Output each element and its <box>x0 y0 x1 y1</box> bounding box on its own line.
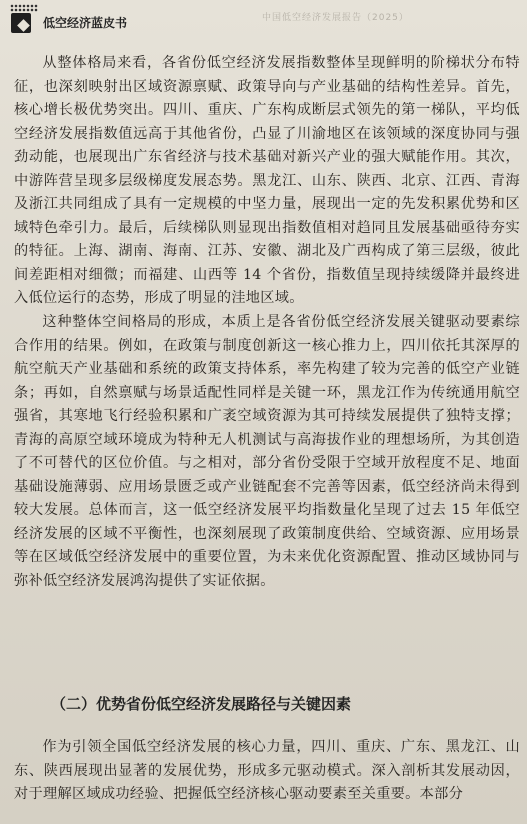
body-text <box>14 52 520 594</box>
paragraph: 作为引领全国低空经济发展的核心力量，四川、重庆、广东、黑龙江、山东、陕西展现出显著的发展优势，形成多元驱动模式。深入剖析其发展动因，对于理解区域成功经验、把握低空经济核心驱动要素至关重要。本部分 <box>14 739 520 803</box>
series-title: 低空经济蓝皮书 <box>43 16 128 30</box>
faint-running-head: 中国低空经济发展报告（2025） <box>262 13 409 23</box>
paragraph: 从整体格局来看，各省份低空经济发展指数整体呈现鲜明的阶梯状分布特征，也深刻映射出区域资源禀赋、政策导向与产业基础的结构性差异。首先，核心增长极优势突出。四川、重庆、广东构成断层式领先的第一梯队，平均低空经济发展指数值远高于其他省份，凸显了川渝地区在该领域的深度协同与强劲动能，也展现出广东省经济与技术基础对新兴产业的强大赋能作用。其次，中游阵营呈现多层级梯度发展态势。黑龙江、山东、陕西、北京、江西、青海及浙江共同组成了具有一定规模的中坚力量，展现出一定的先发积累优势和区域特色牵引力。最后，后续梯队则显现出指数值相对趋同且发展基础亟待夯实的特征。上海、湖南、海南、江苏、安徽、湖北及广西构成了第三层级，彼此间差距相对细微；而福建、山西等 14 个省份，指数值呈现持续缓降并最终进入低位运行的态势，形成了明显的洼地区域。 <box>14 55 520 307</box>
page-header <box>0 0 527 40</box>
section-heading: （二）优势省份低空经济发展路径与关键因素 <box>51 695 352 713</box>
paragraph: 这种整体空间格局的形成，本质上是各省份低空经济发展关键驱动要素综合作用的结果。例如，在政策与制度创新这一核心推力上，四川依托其深厚的航空航天产业基础和系统的政策支持体系，率先构建了较为完善的低空产业链条；再如，自然禀赋与场景适配性同样是关键一环，黑龙江作为传统通用航空强省，其寒地飞行经验积累和广袤空域资源为其可持续发展提供了独特支撑；青海的高原空域环境成为特种无人机测试与高海拔作业的理想场所，为其创造了不可替代的区位价值。与之相对，部分省份受限于空域开放程度不足、地面基础设施薄弱、应用场景匮乏或产业链配套不完善等因素，低空经济尚未得到较大发展。总体而言，这一低空经济发展平均指数量化呈现了过去 15 年低空经济发展的区域不平衡性，也深刻展现了政策制度供给、空域资源、应用场景等在区域低空经济发展中的重要位置，为未来优化资源配置、推动区域协同与弥补低空经济发展鸿沟提供了实证依据。 <box>14 314 520 590</box>
body-text-continued <box>14 736 520 807</box>
bluebook-logo-icon <box>8 4 40 36</box>
